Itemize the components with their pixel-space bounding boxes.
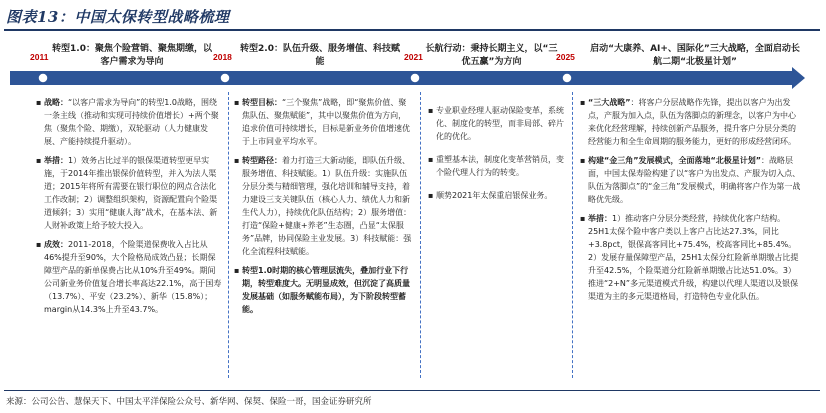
timeline-arrow <box>10 67 805 89</box>
list-item: ▪ 转型1.0时期的核心管理层流失，叠加行业下行期，转型难度大。无明显成效，但沉淀了高质量发展基础（如服务赋能布局），为下阶段转型蓄能。 <box>234 266 410 314</box>
phase-3-label: 长航行动：秉持长期主义，以“三优五赢”为方向 <box>425 44 558 67</box>
phase-2-label: 转型2.0：队伍升级、服务增值、科技赋能 <box>240 44 400 67</box>
year-2025: 2025 <box>556 52 575 62</box>
year-2018: 2018 <box>213 52 232 62</box>
column-transformation-2 <box>234 96 414 322</box>
list-item: ▪ 举措：1）推动客户分层分类经营，持续优化客户结构。25H1太保个险中客户类以上客户占比达27.3%，同比+3.8pct，银保高客同比+75.4%，校高客同比+85.4%。2）发展存量保障型产品，25H1太保分红险新单期缴占比提升至42.5%，个险渠道分红险新单期缴占比达51.0%。3）推进“2+N”多元渠道模式升级，构建以代理人渠道以及银保渠道为主的多元渠道格局，打造特色专业化队伍。 <box>580 214 799 301</box>
timeline-node-2021 <box>410 73 420 83</box>
page-title: 图表13：中国太保转型战略梳理 <box>6 8 230 26</box>
list-item: ▪ “三大战略”：将客户分层战略作先锋，提出以客户为出发点，产服为加入点，队伍为落脚点的新理念，以客户为中心来优化经营理解，持续创新产品服务，提升客户分层分类的经营能力和全生命周期的服务能力，更好的形成经营闭环。 <box>580 98 796 146</box>
list-item: ▪ 专业职业经理人驱动保险变革，系统化、制度化的转型，而非局部、碎片化的优化。 <box>428 106 564 141</box>
title-divider <box>4 29 820 31</box>
list-item: ▪ 战略：“以客户需求为导向”的转型1.0战略，围绕一条主线（推动和实现可持续价值增长）+两个聚焦（聚焦个险、期缴），双轮驱动（人力健康发展、产能持续提升驱动）。 <box>36 98 219 146</box>
list-item: ▪ 转型路径：着力打造三大新动能，即队伍升级、服务增值、科技赋能。1）队伍升级：实施队伍分层分类与精细管理，强化培训和辅导支持，着力建设三支关键队伍（核心人力、绩优人力和新生代人力），持续优化队伍结构；2）服务增值：打造“保险+健康+养老”生态圈，凸显“太保服务”品牌，协同保险主业发展。3）科技赋能：强化全流程科技赋能。 <box>234 156 412 256</box>
column-north-star <box>580 96 802 309</box>
year-2011: 2011 <box>30 52 49 62</box>
phase-1-label: 转型1.0：聚焦个险营销、聚焦期缴，以客户需求为导向 <box>52 44 212 67</box>
timeline-node-2011 <box>38 73 48 83</box>
footer-divider <box>4 390 820 391</box>
timeline-node-2018 <box>220 73 230 83</box>
column-long-voyage <box>428 104 566 208</box>
column-divider <box>572 92 573 378</box>
list-item: ▪ 顺势2021年太保重启银保业务。 <box>428 191 553 200</box>
list-item: ▪ 转型目标：“三个聚焦”战略，即“聚焦价值、聚焦队伍、聚焦赋能”，其中以聚焦价值为方向，追求价值可持续增长，目标是新业务价值增速优于上市同业平均水平。 <box>234 98 410 146</box>
list-item: ▪ 成效：2011-2018，个险渠道保费收入占比从46%提升至90%，大个险格局成效凸显；长期保障型产品的新单保费占比从10%升至49%。期间公司新业务价值复合增长率高达22.1%，高于国寿（13.7%）、平安（23.2%）、新华（15.8%）；margin从14.3%上升至43.7%。 <box>36 240 222 314</box>
timeline-node-2025 <box>562 73 572 83</box>
list-item: ▪ 举措：1）效务占比过半的银保渠道转型更早实施，于2014年推出银保价值转型，并入为法人渠道；2015年将所有需要在银行职位的网点合法化工作改制；2）调整组织架构，资源配置向个险渠道倾斜；3）实用“健康人海”战术，在基本法、新人财补政策上给予较大投入。 <box>36 156 218 230</box>
column-transformation-1 <box>36 96 222 322</box>
list-item: ▪ 重塑基本法，制度化变革营销员，变个险代理人行为的转变。 <box>428 155 564 177</box>
source-note: 来源：公司公告、慧保天下、中国太平洋保险公众号、新华网、保契、保险一哥，国金证券研究所 <box>6 397 372 407</box>
column-divider <box>420 92 421 378</box>
column-divider <box>228 92 229 378</box>
timeline-arrow-shape <box>10 67 805 89</box>
phase-4-label: 启动“大康养、AI+、国际化”三大战略，全面启动长航二期“北极星计划” <box>590 44 800 67</box>
list-item: ▪ 构建“金三角”发展模式，全面落地“北极星计划”：战略层面，中国太保寿险构建了以“客户为出发点、产服为切入点、队伍为落脚点”的“金三角”发展模式，明确将客户作为第一战略优先级。 <box>580 156 801 204</box>
year-2021: 2021 <box>404 52 423 62</box>
